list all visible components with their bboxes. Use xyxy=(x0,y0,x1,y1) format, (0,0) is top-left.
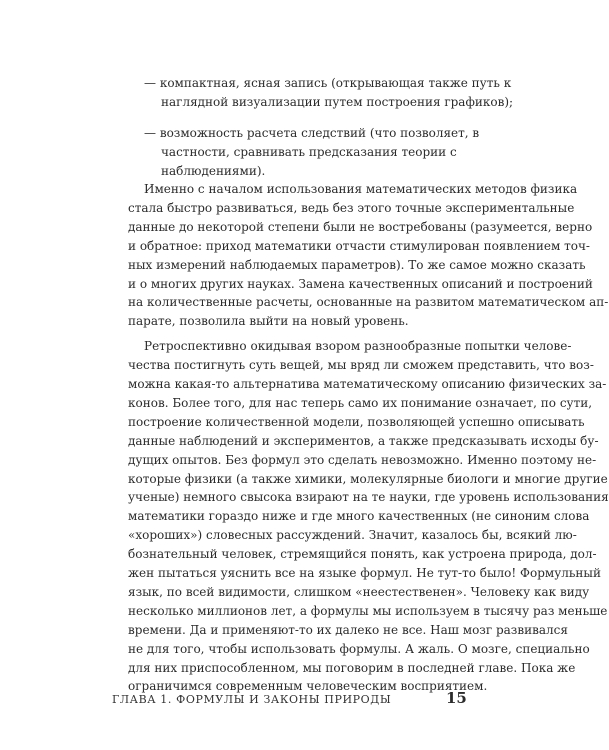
text-line: построение количественной модели, позволяющей успешно описывать xyxy=(128,414,585,429)
text-line: парате, позволила выйти на новый уровень. xyxy=(128,314,409,329)
page-number: 15 xyxy=(446,689,467,707)
text-line: не для того, чтобы использовать формулы. А жаль. О мозге, специально xyxy=(128,641,590,656)
text-line: Именно с началом использования математических методов физика xyxy=(144,182,578,196)
text-line: и обратное: приход математики отчасти стимулирован появлением точ- xyxy=(128,238,590,253)
text-line: конов. Более того, для нас теперь само их понимание означает, по сути, xyxy=(128,395,593,410)
text-line: стала быстро развиваться, ведь без этого точные экспериментальные xyxy=(128,200,575,215)
list-item: — компактная, ясная запись (открывающая также путь к наглядной визуализации путем построения графиков); xyxy=(144,76,514,109)
running-footer-chapter: ГЛАВА 1. ФОРМУЛЫ И ЗАКОНЫ ПРИРОДЫ xyxy=(112,693,392,706)
text-line: можна какая-то альтернатива математическому описанию физических за- xyxy=(128,377,607,391)
text-line: дущих опытов. Без формул это сделать невозможно. Именно поэтому не- xyxy=(128,452,597,467)
text-line: несколько миллионов лет, а формулы мы используем в тысячу раз меньше xyxy=(128,603,608,618)
text-line: времени. Да и применяют-то их далеко не все. Наш мозг развивался xyxy=(128,622,568,637)
text-line: язык, по всей видимости, слишком «неестественен». Человеку как виду xyxy=(128,584,590,599)
text-line: чества постигнуть суть вещей, мы вряд ли сможем представить, что воз- xyxy=(128,358,594,373)
text-line: жен пытаться уяснить все на языке формул. Не тут-то было! Формульный xyxy=(128,566,601,580)
text-line: ученые) немного свысока взирают на те науки, где уровень использования xyxy=(128,490,609,505)
text-line: данные до некоторой степени были не востребованы (разумеется, верно xyxy=(128,219,593,234)
text-line: математики гораздо ниже и где много качественных (не синоним слова xyxy=(128,509,590,524)
text-line: данные наблюдений и экспериментов, а также предсказывать исходы бу- xyxy=(128,433,599,448)
text-line: для них приспособленном, мы поговорим в последней главе. Пока же xyxy=(128,660,576,675)
text-line: которые физики (а также химики, молекулярные биологи и многие другие xyxy=(128,471,608,486)
list-item: — возможность расчета следствий (что позволяет, в частности, сравнивать предсказания теории с наблюдениями). xyxy=(144,126,480,178)
text-line: ограничимся современным человеческим восприятием. xyxy=(128,679,488,694)
text-line: бознательный человек, стремящийся понять, как устроена природа, дол- xyxy=(128,547,597,562)
text-line: и о многих других науках. Замена качественных описаний и построений xyxy=(128,276,593,291)
text-line: Ретроспективно окидывая взором разнообразные попытки челове- xyxy=(144,339,572,354)
text-line: ных измерений наблюдаемых параметров). То же самое можно сказать xyxy=(128,257,586,272)
text-line: на количественные расчеты, основанные на развитом математическом ап- xyxy=(128,295,609,310)
text-line: «хороших») словесных рассуждений. Значит, казалось бы, всякий лю- xyxy=(128,528,577,543)
